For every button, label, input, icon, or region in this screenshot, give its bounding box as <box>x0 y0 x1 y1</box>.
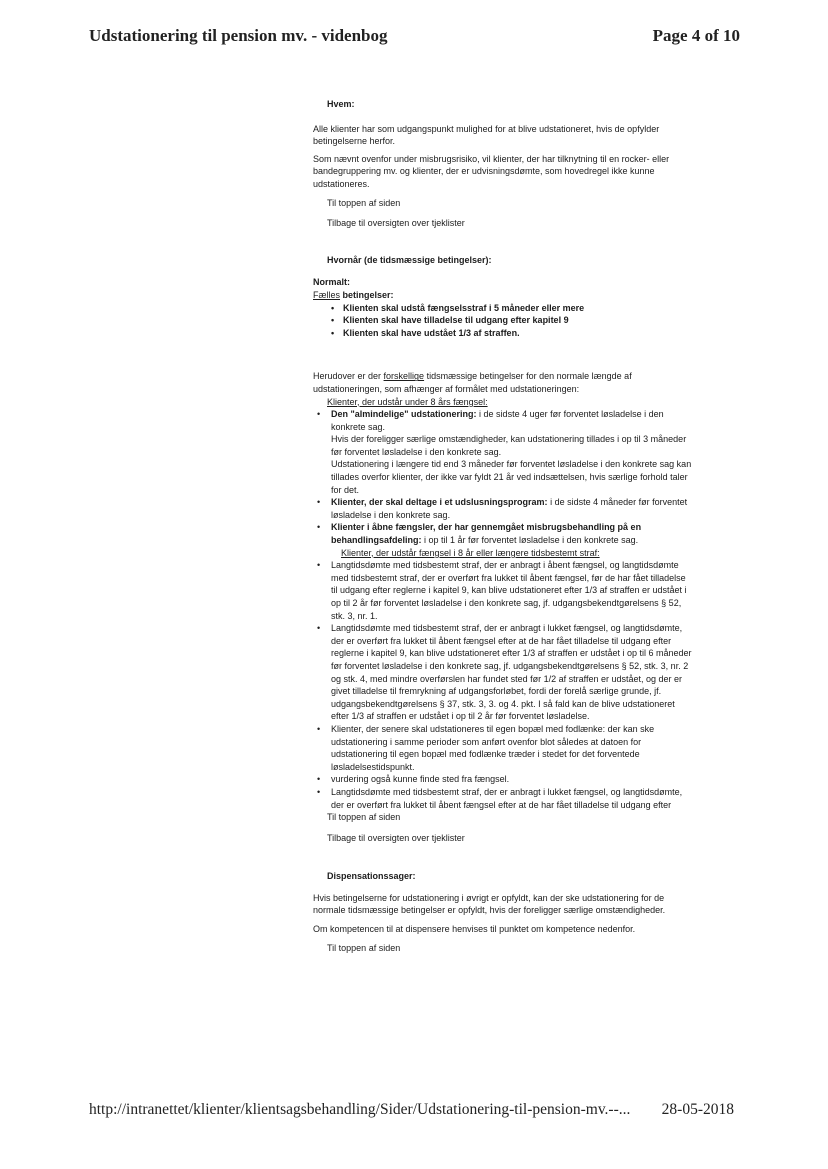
link-back-to-checklists[interactable]: Tilbage til oversigten over tjeklister <box>327 218 465 229</box>
list-item <box>317 521 693 546</box>
list-item: • Klienten skal have udstået 1/3 af straffen. <box>331 327 693 340</box>
footer-url: http://intranettet/klienter/klientsagsbehandling/Sider/Udstationering-til-pension-mv.--... <box>89 1101 631 1118</box>
list-item: • Klienten skal have tilladelse til udgang efter kapitel 9 <box>331 314 693 327</box>
item-bold: Klienter i åbne fængsler, der har gennemgået misbrugsbehandling på en behandlingsafdeling: <box>331 522 642 546</box>
paragraph: Som nævnt ovenfor under misbrugsrisiko, vil klienter, der har tilknytning til en rocker- eller bandegruppering mv. og klienter, der er udvisningsdømte, som hovedregel ikke kunne udstationeres. <box>313 153 670 189</box>
forskellige-word: forskellige <box>383 371 425 382</box>
page-number: Page 4 of 10 <box>652 26 740 45</box>
common-conditions-list <box>313 302 693 340</box>
label-normalt: Normalt: <box>313 277 351 288</box>
list-item: • Langtidsdømte med tidsbestemt straf, der er anbragt i lukket fængsel, og langtidsdømte, der er overført fra lukket til åbent fængsel efter at de har fået tilladelse til udgang efter <box>317 786 693 811</box>
page-footer <box>0 1101 828 1123</box>
paragraph: Hvis betingelserne for udstationering i øvrigt er opfyldt, kan der ske udstationering for de normale tidsmæssige betingelser er opfyldt, hvis der foreligger særlige omstændigheder. <box>313 892 666 916</box>
list-item: • Klienten skal udstå fængselsstraf i 5 måneder eller mere <box>331 302 693 315</box>
item-extra: Udstationering i længere tid end 3 måneder før forventet løsladelse i den konkrete sag kan tillades overfor klienter, der ikke var fyldt 21 år ved indsættelsen, hvis særlige forhold taler for det. <box>331 459 692 495</box>
item-bold: Klienter, der skal deltage i et udslusningsprogram: <box>331 497 548 508</box>
group-heading-8-or-more: Klienter, der udstår fængsel i 8 år eller længere tidsbestemt straf: <box>341 547 600 558</box>
page-header <box>0 26 828 48</box>
item-bold: Den "almindelige" udstationering: <box>331 409 477 420</box>
section-heading-hvem: Hvem: <box>327 99 355 109</box>
footer-date: 28-05-2018 <box>661 1101 734 1118</box>
list-item: • Langtidsdømte med tidsbestemt straf, der er anbragt i åbent fængsel, og langtidsdømte med tidsbestemt straf, der er overført fra lukket til åbent fængsel, før de har fået tilladelse til udgang efter reglerne i kapitel 9, kan blive udstationeret efter 1/3 af straffen er udstået i op til 2 år før forventet løsladelse i den konkrete sag, jf. udgangsbekendtgørelsens § 52, stk. 3, nr. 1. <box>317 559 693 622</box>
group2-list <box>313 559 693 811</box>
link-to-top[interactable]: Til toppen af siden <box>327 197 401 208</box>
text: Herudover er der <box>313 371 384 382</box>
faelles-word: Fælles <box>313 289 341 300</box>
paragraph: Alle klienter har som udgangspunkt mulighed for at blive udstationeret, hvis de opfylder betingelserne herfor. <box>313 123 660 147</box>
paragraph: Om kompetencen til at dispensere henvises til punktet om kompetence nedenfor. <box>313 924 636 935</box>
group1-list <box>313 408 693 547</box>
list-item <box>317 408 693 496</box>
list-item: • vurdering også kunne finde sted fra fængsel. <box>317 773 693 786</box>
section-heading-dispensation: Dispensationssager: <box>327 871 416 882</box>
link-back-to-checklists[interactable]: Tilbage til oversigten over tjeklister <box>327 832 465 843</box>
group-heading-under-8: Klienter, der udstår under 8 års fængsel: <box>327 396 488 407</box>
item-text: i de sidste 4 uger før forventet løsladelse i den konkrete sag. <box>331 409 664 432</box>
item-text: i de sidste 4 måneder før forventet løsladelse i den konkrete sag. <box>331 497 688 520</box>
document-content <box>313 98 693 954</box>
item-extra: Hvis der foreligger særlige omstændigheder, kan udstationering tillades i op til 3 måneder før forventet løsladelse i den konkrete sag. <box>331 434 687 457</box>
list-item <box>317 496 693 521</box>
betingelser-word: betingelser: <box>340 289 394 300</box>
link-to-top[interactable]: Til toppen af siden <box>327 942 401 953</box>
link-to-top[interactable]: Til toppen af siden <box>327 812 401 823</box>
text: tidsmæssige betingelser for den normale længde af udstationeringen, som afhænger af formålet med udstationeringen: <box>313 371 632 394</box>
paragraph-herudover <box>313 370 693 395</box>
document-title: Udstationering til pension mv. - videnbog <box>89 26 388 45</box>
list-item: • Langtidsdømte med tidsbestemt straf, der er anbragt i lukket fængsel, og langtidsdømte, der er overført fra lukket til åbent fængsel efter at de har fået tilladelse til udgang efter reglerne i kapitel 9, kan blive udstationeret efter 1/3 af straffen er udstået i op til 6 måneder før forventet løsladelse i den konkrete sag, jf. udgangsbekendtgørelsens § 52, stk. 3, nr. 2 og stk. 4, med mindre overførslen har fundet sted før 1/2 af straffen er udstået, og der er givet tilladelse til fremrykning af udgangsforløbet, fordi der forelå særlige grunde, jf. udgangsbekendtgørelsens § 37, stk. 3, 3. og 4. pkt. I så fald kan de blive udstationeret efter 1/3 af straffen er udstået i op til 2 år før forventet løsladelse. <box>317 622 693 723</box>
section-heading-hvornaar: Hvornår (de tidsmæssige betingelser): <box>327 254 492 265</box>
item-text: i op til 1 år før forventet løsladelse i den konkrete sag. <box>421 535 639 546</box>
label-faelles-betingelser <box>313 289 693 302</box>
list-item: • Klienter, der senere skal udstationeres til egen bopæl med fodlænke: der kan ske udstationering i samme perioder som anført ovenfor blot således at datoen for udstationering til egen bopæl med fodlænke træder i stedet for det forventede løsladelsestidspunkt. <box>317 723 693 773</box>
